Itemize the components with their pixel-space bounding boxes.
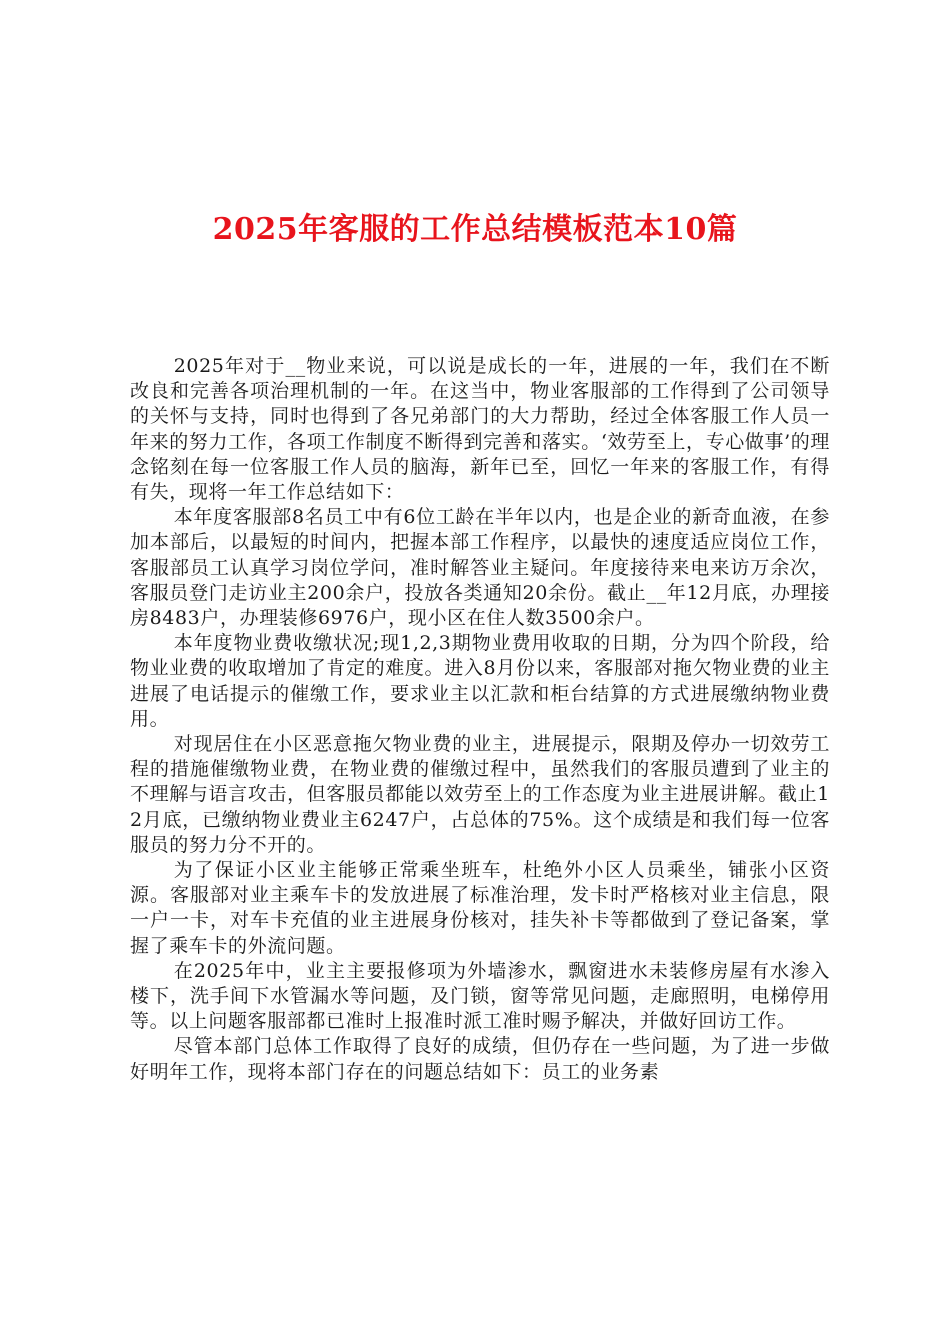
paragraph: 本年度物业费收缴状况;现1,2,3期物业费用收取的日期，分为四个阶段，给物业业费的收取增加了肯定的难度。进入8月份以来，客服部对拖欠物业费的业主进展了电话提示的催缴工作，要求业主以汇款和柜台结算的方式进展缴纳物业费用。: [130, 632, 830, 730]
paragraph: 尽管本部门总体工作取得了良好的成绩，但仍存在一些问题，为了进一步做好明年工作，现将本部门存在的问题总结如下：员工的业务素: [130, 1035, 830, 1083]
paragraph: 本年度客服部8名员工中有6位工龄在半年以内，也是企业的新奇血液，在参加本部后，以最短的时间内，把握本部工作程序，以最快的速度适应岗位工作，客服部员工认真学习岗位学问，准时解答业主疑问。年度接待来电来访万余次，客服员登门走访业主200余户，投放各类通知20余份。截止__年12月底，办理接房8483户，办理装修6976户，现小区在住人数3500余户。: [130, 506, 830, 630]
document-title: 2025年客服的工作总结模板范本10篇: [212, 212, 738, 247]
paragraph: 为了保证小区业主能够正常乘坐班车，杜绝外小区人员乘坐，铺张小区资源。客服部对业主乘车卡的发放进展了标准治理，发卡时严格核对业主信息，限一户一卡，对车卡充值的业主进展身份核对，挂失补卡等都做到了登记备案，掌握了乘车卡的外流问题。: [130, 859, 830, 957]
paragraph: 2025年对于__物业来说，可以说是成长的一年，进展的一年，我们在不断改良和完善各项治理机制的一年。在这当中，物业客服部的工作得到了公司领导的关怀与支持，同时也得到了各兄弟部门的大力帮助，经过全体客服工作人员一年来的努力工作，各项工作制度不断得到完善和落实。‘效劳至上，专心做事’的理念铭刻在每一位客服工作人员的脑海，新年已至，回忆一年来的客服工作，有得有失，现将一年工作总结如下：: [130, 355, 830, 504]
document-body: [130, 354, 830, 1085]
paragraph: 对现居住在小区恶意拖欠物业费的业主，进展提示，限期及停办一切效劳工程的措施催缴物业费，在物业费的催缴过程中，虽然我们的客服员遭到了业主的不理解与语言攻击，但客服员都能以效劳至上的工作态度为业主进展讲解。截止12月底，已缴纳物业费业主6247户，占总体的75%。这个成绩是和我们每一位客服员的努力分不开的。: [130, 733, 830, 856]
paragraph: 在2025年中，业主主要报修项为外墙渗水，飘窗进水未装修房屋有水渗入楼下，洗手间下水管漏水等问题，及门锁，窗等常见问题，走廊照明，电梯停用等。以上问题客服部都已准时上报准时派工准时赐予解决，并做好回访工作。: [130, 959, 830, 1033]
